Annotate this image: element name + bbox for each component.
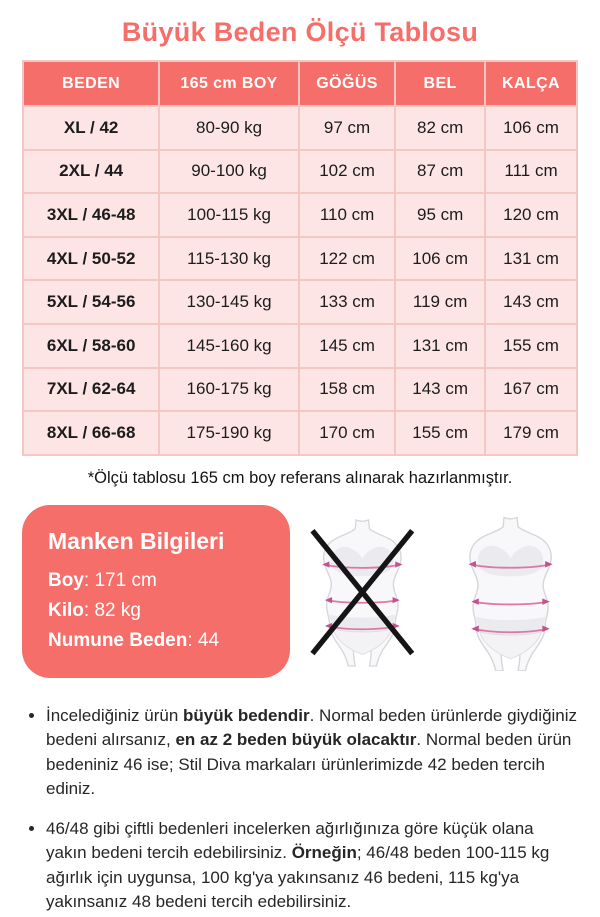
cell-size: 2XL / 44 xyxy=(23,150,159,194)
cell-bust: 110 cm xyxy=(299,193,395,237)
table-footnote: *Ölçü tablosu 165 cm boy referans alınarak hazırlanmıştır. xyxy=(87,468,513,487)
note-segment: ; 46/48 beden 100-115 kg ağırlık için uygunsa, 100 kg'ya yakınsanız 46 bedeni, 115 kg'ya yakınsanız 48 bedeni tercih edebilirsiniz. xyxy=(46,843,550,912)
cell-waist: 143 cm xyxy=(395,368,485,412)
cell-bust: 158 cm xyxy=(299,368,395,412)
cell-hip: 155 cm xyxy=(485,324,577,368)
cell-size: 3XL / 46-48 xyxy=(23,193,159,237)
cell-size: 5XL / 54-56 xyxy=(23,280,159,324)
cell-waist: 95 cm xyxy=(395,193,485,237)
col-header-gogus: GÖĞÜS xyxy=(299,61,395,106)
cell-waist: 87 cm xyxy=(395,150,485,194)
cell-waist: 131 cm xyxy=(395,324,485,368)
note-segment: Örneğin xyxy=(291,843,357,863)
cell-hip: 106 cm xyxy=(485,106,577,150)
cell-size: 7XL / 62-64 xyxy=(23,368,159,412)
cell-weight: 115-130 kg xyxy=(159,237,299,281)
model-info-row xyxy=(48,626,264,656)
cell-size: 6XL / 58-60 xyxy=(23,324,159,368)
cell-bust: 145 cm xyxy=(299,324,395,368)
cell-bust: 97 cm xyxy=(299,106,395,150)
table-row xyxy=(23,411,577,455)
cell-hip: 120 cm xyxy=(485,193,577,237)
model-info-label: Numune Beden xyxy=(48,629,188,651)
cell-waist: 119 cm xyxy=(395,280,485,324)
col-header-bel: BEL xyxy=(395,61,485,106)
col-header-kalca: KALÇA xyxy=(485,61,577,106)
table-row xyxy=(23,150,577,194)
table-row xyxy=(23,106,577,150)
figure-illustrations xyxy=(290,511,586,671)
model-info-section xyxy=(22,505,586,678)
notes-list xyxy=(30,704,578,915)
cell-size: XL / 42 xyxy=(23,106,159,150)
cell-weight: 100-115 kg xyxy=(159,193,299,237)
cell-bust: 122 cm xyxy=(299,237,395,281)
model-info-row xyxy=(48,566,264,596)
model-info-label: Kilo xyxy=(48,599,84,621)
model-info-row xyxy=(48,596,264,626)
cell-waist: 155 cm xyxy=(395,411,485,455)
model-info-title: Manken Bilgileri xyxy=(48,527,225,554)
col-header-boy: 165 cm BOY xyxy=(159,61,299,106)
crossed-body-figure-icon xyxy=(312,520,412,666)
table-row xyxy=(23,324,577,368)
note-segment: 46/48 gibi çiftli bedenleri incelerken ağırlığınıza göre küçük olana yakın bedeni tercih edebilirsiniz. xyxy=(46,818,534,863)
cell-hip: 143 cm xyxy=(485,280,577,324)
table-row xyxy=(23,237,577,281)
model-info-label: Boy xyxy=(48,569,84,591)
model-info-value: : 82 kg xyxy=(83,599,141,621)
cell-bust: 102 cm xyxy=(299,150,395,194)
cell-weight: 130-145 kg xyxy=(159,280,299,324)
table-row xyxy=(23,368,577,412)
cell-hip: 111 cm xyxy=(485,150,577,194)
size-table xyxy=(22,60,578,456)
model-info-value: : 44 xyxy=(187,629,220,651)
size-table-body xyxy=(23,106,577,455)
cell-bust: 170 cm xyxy=(299,411,395,455)
page-title: Büyük Beden Ölçü Tablosu xyxy=(121,17,479,47)
note-segment: İncelediğiniz ürün xyxy=(46,705,184,725)
note-item xyxy=(46,704,578,802)
note-segment: . Normal beden ürünlerde giydiğiniz bedeni alırsanız, xyxy=(46,705,578,750)
model-info-rows xyxy=(48,566,264,656)
note-segment: en az 2 beden büyük olacaktır xyxy=(175,730,417,750)
note-item xyxy=(46,817,578,915)
cell-weight: 80-90 kg xyxy=(159,106,299,150)
note-segment: büyük bedendir xyxy=(183,705,310,725)
size-chart-page xyxy=(0,17,600,915)
cell-size: 8XL / 66-68 xyxy=(23,411,159,455)
cell-hip: 167 cm xyxy=(485,368,577,412)
measured-body-figure-icon xyxy=(468,518,552,671)
note-segment: . Normal beden ürün bedeniniz 46 ise; Stil Diva markaları ürünlerimizde 42 beden tercih ediniz. xyxy=(46,730,572,799)
table-row xyxy=(23,280,577,324)
cell-hip: 179 cm xyxy=(485,411,577,455)
cell-waist: 106 cm xyxy=(395,237,485,281)
cell-weight: 160-175 kg xyxy=(159,368,299,412)
cell-size: 4XL / 50-52 xyxy=(23,237,159,281)
col-header-beden: BEDEN xyxy=(23,61,159,106)
cell-waist: 82 cm xyxy=(395,106,485,150)
body-figures-illustration xyxy=(300,515,576,671)
cell-weight: 90-100 kg xyxy=(159,150,299,194)
table-row xyxy=(23,193,577,237)
cell-weight: 145-160 kg xyxy=(159,324,299,368)
table-header-row xyxy=(23,61,577,106)
cell-bust: 133 cm xyxy=(299,280,395,324)
model-info-value: : 171 cm xyxy=(83,569,157,591)
cell-weight: 175-190 kg xyxy=(159,411,299,455)
model-info-card xyxy=(22,505,290,678)
cell-hip: 131 cm xyxy=(485,237,577,281)
